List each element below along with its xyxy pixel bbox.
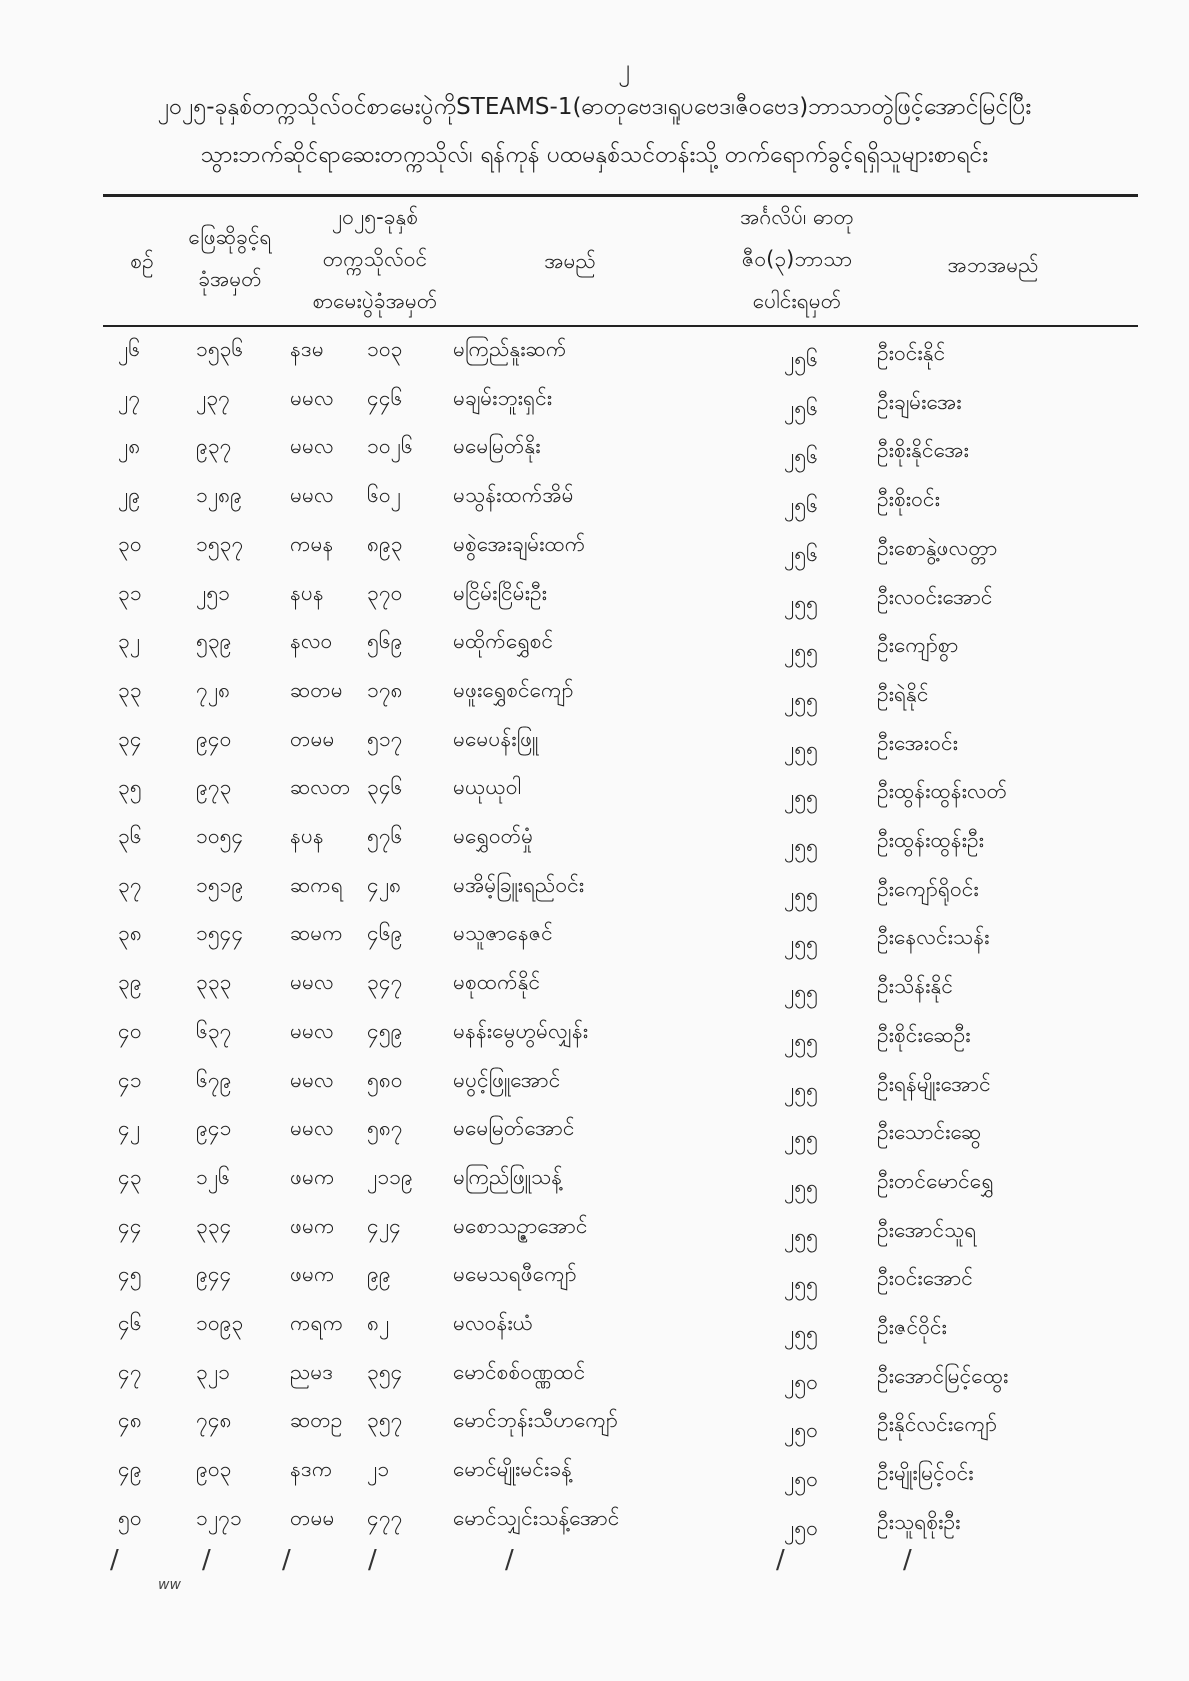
exam-number-cell: ၅၇၆ <box>367 824 403 848</box>
roll-number-cell: ၁၅၁၉ <box>196 872 244 897</box>
father-name-cell: ဦးစိုင်းဆေဦး <box>877 1022 971 1047</box>
serial-number-cell: ၄၈ <box>118 1408 142 1433</box>
serial-number-cell: ၂၉ <box>118 483 141 508</box>
total-marks-cell: ၂၅၅ <box>784 931 818 956</box>
father-name-cell: ဦးထွန်းထွန်းလတ် <box>877 779 1008 804</box>
table-row <box>0 482 1189 530</box>
father-name-cell: ဦးရဲနိုင် <box>877 681 929 706</box>
student-name-cell: မကြည်နူးဆက် <box>453 337 567 361</box>
exam-number-cell: ၅၈၇ <box>367 1116 403 1141</box>
serial-number-cell: ၄၆ <box>118 1311 142 1335</box>
table-row <box>0 1456 1189 1504</box>
student-name-cell: မစောသဉ္ဇာအောင် <box>453 1213 588 1238</box>
father-name-cell: ဦးသောင်းဆွေ <box>877 1120 982 1145</box>
serial-number-cell: ၅၀ <box>118 1505 142 1530</box>
exam-centre-cell: ဆတမ <box>290 677 343 702</box>
document-title-line-2: သွားဘက်ဆိုင်ရာဆေးတက္ကသိုလ်၊ ရန်ကုန် ပထမနှစ်သင်တန်းသို့ တက်ရောက်ခွင့်ရရှိသူများစာရင်း <box>200 142 989 168</box>
serial-number-cell: ၄၇ <box>118 1359 142 1384</box>
serial-number-cell: ၃၆ <box>118 824 142 848</box>
exam-centre-cell: မမလ <box>290 1067 334 1092</box>
table-row <box>0 1213 1189 1261</box>
exam-number-cell: ၅၆၉ <box>367 629 403 654</box>
exam-centre-cell: ဖမက <box>290 1213 335 1238</box>
father-name-cell: ဦးအောင်မြင့်ထွေး <box>877 1363 1009 1388</box>
table-row <box>0 1164 1189 1212</box>
father-name-cell: ဦးစိုးဝင်း <box>877 487 940 512</box>
table-row <box>0 1261 1189 1309</box>
student-name-cell: မငြိမ်းငြိမ်းဦး <box>453 580 547 605</box>
student-name-cell: မပွင့်ဖြူအောင် <box>453 1067 561 1092</box>
table-row <box>0 823 1189 871</box>
table-row <box>0 531 1189 579</box>
exam-centre-cell: ဆကရ <box>290 872 343 897</box>
student-name-cell: မဖူးရွှေစင်ကျော် <box>453 677 574 702</box>
exam-number-cell: ၃၄၇ <box>367 970 403 995</box>
exam-number-cell: ၄၆၉ <box>367 921 403 946</box>
total-marks-cell: ၂၅၅ <box>784 639 818 664</box>
document-title-line-1: ၂၀၂၅-ခုနှစ်တက္ကသိုလ်ဝင်စာမေးပွဲကိုSTEAMS-1(ဓာတုဗေဒ၊ရူပဗေဒ၊ဇီဝဗေဒ)ဘာသာတွဲဖြင့်အောင်မြင်ပြီး <box>157 94 1032 120</box>
total-marks-cell: ၂၅၅ <box>784 590 818 615</box>
exam-centre-cell: ကရက <box>290 1311 344 1335</box>
exam-number-cell: ၂၁၁၉ <box>367 1164 413 1189</box>
exam-number-cell: ၈၂ <box>367 1311 390 1335</box>
student-name-cell: မသူဇာနေဇင် <box>453 921 553 946</box>
header-name: အမည် <box>544 249 596 273</box>
total-marks-cell: ၂၅၀ <box>784 1369 818 1394</box>
serial-number-cell: ၃၄ <box>118 726 142 751</box>
table-row <box>0 1067 1189 1115</box>
signature-initial: ww <box>158 1577 181 1593</box>
serial-number-cell: ၄၅ <box>118 1262 142 1287</box>
father-name-cell: ဦးတင်မောင်ရွှေ <box>877 1168 994 1193</box>
table-row <box>0 628 1189 676</box>
signature-mark: / <box>776 1545 785 1575</box>
student-name-cell: မောင်စစ်ဝဏ္ဏထင် <box>453 1359 586 1384</box>
total-marks-cell: ၂၅၅ <box>784 1077 818 1102</box>
signature-mark: / <box>110 1545 119 1575</box>
exam-number-cell: ၄၅၉ <box>367 1018 403 1043</box>
father-name-cell: ဦးဝင်းအောင် <box>877 1266 973 1291</box>
father-name-cell: ဦးထွန်းထွန်းဦး <box>877 828 984 852</box>
roll-number-cell: ၁၀၉၃ <box>196 1311 244 1335</box>
total-marks-cell: ၂၅၆ <box>784 395 818 420</box>
total-marks-cell: ၂၅၅ <box>784 1126 818 1151</box>
signature-mark: / <box>368 1545 377 1575</box>
total-marks-cell: ၂၅၀ <box>784 1418 818 1443</box>
father-name-cell: ဦးချမ်းအေး <box>877 389 962 414</box>
signature-mark: / <box>282 1545 291 1575</box>
roll-number-cell: ၆၃၇ <box>196 1018 232 1043</box>
father-name-cell: ဦးရန်မျိုးအောင် <box>877 1071 991 1096</box>
signature-marks <box>0 1545 1189 1595</box>
table-row <box>0 726 1189 774</box>
father-name-cell: ဦးစိုးနိုင်အေး <box>877 438 969 463</box>
total-marks-cell: ၂၅၀ <box>784 1467 818 1492</box>
exam-centre-cell: ကမန <box>290 531 334 556</box>
exam-number-cell: ၅၈၀ <box>367 1067 403 1092</box>
student-name-cell: မကြည်ဖြူသန့် <box>453 1164 563 1189</box>
serial-number-cell: ၃၈ <box>118 921 142 946</box>
header-no: စဉ် <box>130 249 154 273</box>
exam-centre-cell: မမလ <box>290 434 334 459</box>
serial-number-cell: ၂၇ <box>118 385 141 410</box>
header-exam-roll: ၂၀၂၅-ခုနှစ် တက္ကသိုလ်ဝင် စာမေးပွဲခုံအမှတ် <box>312 205 438 313</box>
serial-number-cell: ၄၃ <box>118 1164 142 1189</box>
student-name-cell: မယုယုဝါ <box>453 775 522 800</box>
father-name-cell: ဦးမျိုးမြင့်ဝင်း <box>877 1461 974 1486</box>
roll-number-cell: ၉၄၄ <box>196 1262 232 1287</box>
student-name-cell: မောင်သျှင်းသန့်အောင် <box>453 1505 620 1530</box>
exam-centre-cell: မမလ <box>290 385 334 410</box>
exam-number-cell: ၄၄၆ <box>367 385 403 410</box>
serial-number-cell: ၃၂ <box>118 629 141 654</box>
table-row <box>0 774 1189 822</box>
roll-number-cell: ၂၃၇ <box>196 385 230 410</box>
roll-number-cell: ၁၅၄၄ <box>196 921 244 946</box>
student-name-cell: မစွဲအေးချမ်းထက် <box>453 531 586 556</box>
total-marks-cell: ၂၅၆ <box>784 347 818 371</box>
table-row <box>0 1359 1189 1407</box>
exam-number-cell: ၃၄၆ <box>367 775 403 800</box>
table-row <box>0 433 1189 481</box>
total-marks-cell: ၂၅၆ <box>784 444 818 469</box>
roll-number-cell: ၉၄၀ <box>196 726 232 751</box>
total-marks-cell: ၂၅၅ <box>784 1174 818 1199</box>
student-name-cell: မစုထက်နိုင် <box>453 970 541 995</box>
student-name-cell: မမေမြတ်နိုး <box>453 434 541 459</box>
table-row <box>0 920 1189 968</box>
total-marks-cell: ၂၅၀ <box>784 1515 818 1540</box>
exam-number-cell: ၄၂၄ <box>367 1213 401 1238</box>
student-name-cell: မရွှေဝတ်မှုံ <box>453 824 534 848</box>
roll-number-cell: ၁၂၆ <box>196 1164 230 1189</box>
table-row <box>0 677 1189 725</box>
father-name-cell: ဦးနေလင်းသန်း <box>877 925 990 950</box>
total-marks-cell: ၂၅၅ <box>784 736 818 761</box>
roll-number-cell: ၁၂၇၁ <box>196 1505 242 1530</box>
table-row <box>0 1310 1189 1358</box>
exam-centre-cell: တမမ <box>290 726 335 751</box>
serial-number-cell: ၄၂ <box>118 1116 141 1141</box>
exam-centre-cell: ဆတဥ <box>290 1408 343 1433</box>
exam-number-cell: ၃၇၀ <box>367 580 403 605</box>
student-name-cell: မချမ်းဘူးရှင်း <box>453 385 553 410</box>
serial-number-cell: ၃၇ <box>118 872 142 897</box>
roll-number-cell: ၁၅၃၇ <box>196 531 244 556</box>
roll-number-cell: ၇၄၈ <box>196 1408 232 1433</box>
roll-number-cell: ၁၂၈၉ <box>196 483 242 508</box>
exam-number-cell: ၂၁ <box>367 1457 390 1482</box>
header-roll: ဖြေဆိုခွင့်ရ ခုံအမှတ် <box>188 225 272 291</box>
exam-number-cell: ၉၉ <box>367 1262 391 1287</box>
table-row <box>0 872 1189 920</box>
student-name-cell: မထိုက်ရွှေစင် <box>453 629 554 654</box>
serial-number-cell: ၄၁ <box>118 1067 142 1092</box>
exam-number-cell: ၄၇၇ <box>367 1505 403 1530</box>
exam-centre-cell: ညမဒ <box>290 1359 334 1384</box>
roll-number-cell: ၃၃၃ <box>196 970 232 995</box>
exam-centre-cell: နဒမ <box>290 337 324 361</box>
exam-centre-cell: ဆလတ <box>290 775 351 800</box>
exam-centre-cell: ဖမက <box>290 1262 335 1287</box>
roll-number-cell: ၅၃၉ <box>196 629 232 654</box>
serial-number-cell: ၃၅ <box>118 775 142 800</box>
header-father: အဘအမည် <box>947 253 1039 277</box>
student-name-cell: မမေမြတ်အောင် <box>453 1116 575 1141</box>
father-name-cell: ဦးသူရစိုးဦး <box>877 1509 961 1534</box>
student-name-cell: မနန်းမွေဟွမ်လျှန်း <box>453 1018 589 1043</box>
exam-centre-cell: ဆမက <box>290 921 343 946</box>
total-marks-cell: ၂၅၅ <box>784 882 818 907</box>
total-marks-cell: ၂၅၅ <box>784 834 818 858</box>
exam-number-cell: ၈၉၃ <box>367 531 403 556</box>
total-marks-cell: ၂၅၅ <box>784 1223 818 1248</box>
table-top-rule <box>103 194 1138 197</box>
student-name-cell: မအိမ့်ခြူးရည်ဝင်း <box>453 872 585 897</box>
father-name-cell: ဦးဝင်းနိုင် <box>877 341 946 365</box>
roll-number-cell: ၂၅၁ <box>196 580 230 605</box>
total-marks-cell: ၂၅၅ <box>784 1028 818 1053</box>
roll-number-cell: ၃၂၁ <box>196 1359 230 1384</box>
roll-number-cell: ၉၀၃ <box>196 1457 232 1482</box>
serial-number-cell: ၄၄ <box>118 1213 142 1238</box>
exam-number-cell: ၁၀၂၆ <box>367 434 413 459</box>
table-row <box>0 1018 1189 1066</box>
total-marks-cell: ၂၅၅ <box>784 785 818 810</box>
exam-number-cell: ၅၁၇ <box>367 726 403 751</box>
table-row <box>0 580 1189 628</box>
student-name-cell: မောင်ဘုန်းသီဟကျော် <box>453 1408 618 1433</box>
table-row <box>0 1115 1189 1163</box>
serial-number-cell: ၃၀ <box>118 531 142 556</box>
father-name-cell: ဦးဇင်ဝိုင်း <box>877 1315 947 1339</box>
exam-centre-cell: နပန <box>290 824 324 848</box>
exam-number-cell: ၃၅၄ <box>367 1359 403 1384</box>
page-number: ၂ <box>618 54 630 82</box>
exam-centre-cell: မမလ <box>290 1116 334 1141</box>
total-marks-cell: ၂၅၆ <box>784 541 818 566</box>
father-name-cell: ဦးလဝင်းအောင် <box>877 584 993 609</box>
exam-centre-cell: နလဝ <box>290 629 333 654</box>
father-name-cell: ဦးနိုင်လင်းကျော် <box>877 1412 998 1437</box>
total-marks-cell: ၂၅၅ <box>784 980 818 1005</box>
student-name-cell: မသွန်းထက်အိမ် <box>453 483 574 508</box>
serial-number-cell: ၃၉ <box>118 970 142 995</box>
exam-centre-cell: မမလ <box>290 970 334 995</box>
exam-centre-cell: နပန <box>290 580 324 605</box>
table-row <box>0 385 1189 433</box>
roll-number-cell: ၆၇၉ <box>196 1067 232 1092</box>
father-name-cell: ဦးအောင်သူရ <box>877 1217 977 1242</box>
total-marks-cell: ၂၅၆ <box>784 493 818 518</box>
roll-number-cell: ၃၃၄ <box>196 1213 232 1238</box>
signature-mark: / <box>505 1545 514 1575</box>
serial-number-cell: ၃၁ <box>118 580 142 605</box>
roll-number-cell: ၉၄၁ <box>196 1116 232 1141</box>
roll-number-cell: ၁၀၅၄ <box>196 824 244 848</box>
serial-number-cell: ၄၀ <box>118 1018 142 1043</box>
exam-centre-cell: မမလ <box>290 483 334 508</box>
father-name-cell: ဦးအေးဝင်း <box>877 730 958 755</box>
total-marks-cell: ၂၅၅ <box>784 1272 818 1297</box>
student-name-cell: မောင်မျိုးမင်းခန့် <box>453 1457 573 1482</box>
roll-number-cell: ၉၇၃ <box>196 775 232 800</box>
signature-mark: / <box>903 1545 912 1575</box>
serial-number-cell: ၄၉ <box>118 1457 142 1482</box>
serial-number-cell: ၂၆ <box>118 337 141 361</box>
father-name-cell: ဦးစောနွဲ့ဖလတ္တာ <box>877 535 998 560</box>
total-marks-cell: ၂၅၅ <box>784 1321 818 1345</box>
student-name-cell: မမေပန်းဖြူ <box>453 726 539 751</box>
roll-number-cell: ၇၂၈ <box>196 677 231 702</box>
exam-centre-cell: မမလ <box>290 1018 334 1043</box>
table-header-rule <box>103 325 1138 327</box>
header-total: အင်္ဂလိပ်၊ ဓာတု ဇီဝ(၃)ဘာသာ ပေါင်းရမှတ် <box>740 205 854 313</box>
roll-number-cell: ၉၃၇ <box>196 434 232 459</box>
father-name-cell: ဦးသိန်းနိုင် <box>877 974 953 999</box>
father-name-cell: ဦးကျော်ရိုဝင်း <box>877 876 979 901</box>
roll-number-cell: ၁၅၃၆ <box>196 337 244 361</box>
serial-number-cell: ၂၈ <box>118 434 141 459</box>
exam-centre-cell: နဒက <box>290 1457 333 1482</box>
table-row <box>0 969 1189 1017</box>
student-name-cell: မလဝန်းယံ <box>453 1311 534 1335</box>
total-marks-cell: ၂၅၅ <box>784 687 818 712</box>
serial-number-cell: ၃၃ <box>118 677 142 702</box>
table-row <box>0 1407 1189 1455</box>
exam-number-cell: ၁၇၈ <box>367 677 403 702</box>
father-name-cell: ဦးကျော်စွာ <box>877 633 959 658</box>
exam-number-cell: ၄၂၈ <box>367 872 402 897</box>
exam-centre-cell: ဖမက <box>290 1164 335 1189</box>
signature-mark: / <box>202 1545 211 1575</box>
exam-number-cell: ၃၅၇ <box>367 1408 403 1433</box>
student-name-cell: မမေသရဖီကျော် <box>453 1262 577 1287</box>
table-row <box>0 336 1189 384</box>
exam-centre-cell: တမမ <box>290 1505 335 1530</box>
exam-number-cell: ၆၀၂ <box>367 483 401 508</box>
exam-number-cell: ၁၀၃ <box>367 337 403 361</box>
